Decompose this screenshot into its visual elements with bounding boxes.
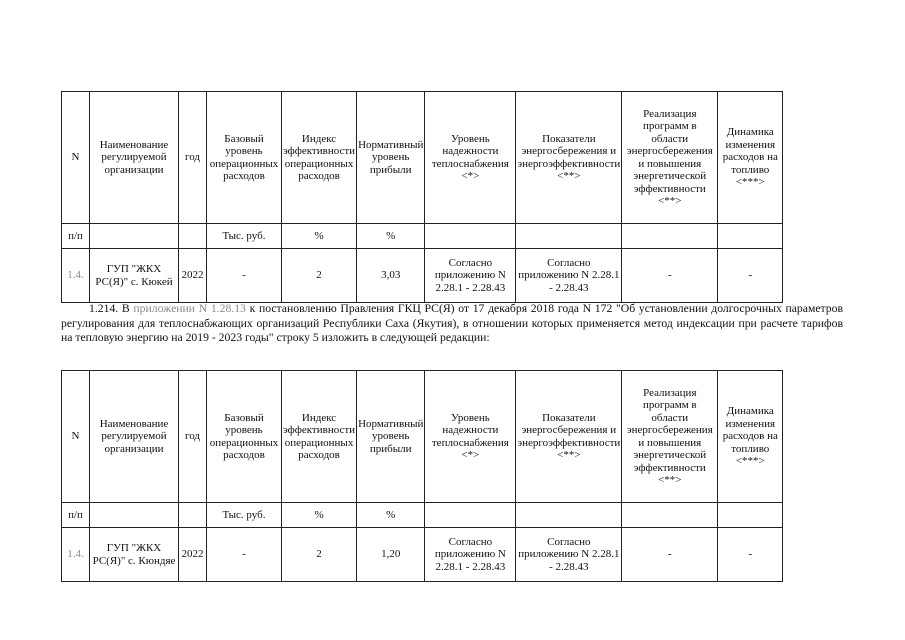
unit-cell (425, 224, 516, 249)
header-efficiency-index: Индекс эффективности операционных расходов (282, 92, 357, 224)
unit-cell (179, 224, 207, 249)
unit-cell (718, 503, 783, 528)
header-year: год (179, 92, 207, 224)
header-energy-saving: Показатели энергосбережения и энергоэффективности <**> (516, 371, 622, 503)
header-row (62, 92, 783, 224)
header-base-costs: Базовый уровень операционных расходов (207, 371, 282, 503)
header-programs: Реализация программ в области энергосбережения и повышения энергетической эффективности <**> (622, 371, 718, 503)
reliability-cell: Согласно приложению N 2.28.1 - 2.28.43 (425, 528, 516, 582)
programs-cell: - (622, 528, 718, 582)
unit-cell: % (357, 224, 425, 249)
year-cell: 2022 (179, 528, 207, 582)
unit-cell: п/п (62, 503, 90, 528)
header-efficiency-index: Индекс эффективности операционных расходов (282, 371, 357, 503)
amendment-paragraph (61, 302, 843, 346)
base-costs-cell: - (207, 249, 282, 303)
unit-cell: % (357, 503, 425, 528)
unit-cell: Тыс. руб. (207, 224, 282, 249)
fuel-dynamics-cell: - (718, 528, 783, 582)
header-org: Наименование регулируемой организации (90, 92, 179, 224)
header-programs: Реализация программ в области энергосбережения и повышения энергетической эффективности <**> (622, 92, 718, 224)
organization-name: ГУП "ЖКХ РС(Я)" с. Кюндяе (90, 528, 179, 582)
reliability-cell: Согласно приложению N 2.28.1 - 2.28.43 (425, 249, 516, 303)
unit-cell (90, 224, 179, 249)
header-profit-level: Нормативный уровень прибыли (357, 371, 425, 503)
header-profit-level: Нормативный уровень прибыли (357, 92, 425, 224)
paragraph-text: к постановлению Правления ГКЦ РС(Я) от 17 декабря 2018 года N 172 "Об установлении долгосрочных параметров регулирования для теплоснабжающих организаций Республики Саха (Якутия), в отношении которых применяется метод индексации при расчете тарифов на тепловую энергию на 2019 - 2023 годы" строку 5 изложить в следующей редакции: (61, 302, 843, 345)
organization-name: ГУП "ЖКХ РС(Я)" с. Кюкей (90, 249, 179, 303)
unit-cell (516, 224, 622, 249)
table-row (62, 528, 783, 582)
header-reliability: Уровень надежности теплоснабжения <*> (425, 92, 516, 224)
header-num: N (62, 92, 90, 224)
unit-cell: % (282, 224, 357, 249)
header-year: год (179, 371, 207, 503)
profit-level-cell: 3,03 (357, 249, 425, 303)
unit-cell (622, 224, 718, 249)
unit-cell (90, 503, 179, 528)
energy-saving-cell: Согласно приложению N 2.28.1 - 2.28.43 (516, 528, 622, 582)
year-cell: 2022 (179, 249, 207, 303)
unit-cell (516, 503, 622, 528)
energy-saving-cell: Согласно приложению N 2.28.1 - 2.28.43 (516, 249, 622, 303)
header-base-costs: Базовый уровень операционных расходов (207, 92, 282, 224)
header-energy-saving: Показатели энергосбережения и энергоэффективности <**> (516, 92, 622, 224)
unit-cell (425, 503, 516, 528)
row-number[interactable]: 1.4. (62, 528, 90, 582)
base-costs-cell: - (207, 528, 282, 582)
profit-level-cell: 1,20 (357, 528, 425, 582)
header-num: N (62, 371, 90, 503)
tariff-table-2 (61, 370, 783, 582)
header-fuel-dynamics: Динамика изменения расходов на топливо <***> (718, 371, 783, 503)
unit-cell: п/п (62, 224, 90, 249)
header-row (62, 371, 783, 503)
unit-cell (718, 224, 783, 249)
unit-cell (622, 503, 718, 528)
unit-cell: % (282, 503, 357, 528)
units-row (62, 224, 783, 249)
unit-cell (179, 503, 207, 528)
header-org: Наименование регулируемой организации (90, 371, 179, 503)
efficiency-index-cell: 2 (282, 528, 357, 582)
table-row (62, 249, 783, 303)
header-reliability: Уровень надежности теплоснабжения <*> (425, 371, 516, 503)
paragraph-prefix: 1.214. В (89, 302, 134, 315)
efficiency-index-cell: 2 (282, 249, 357, 303)
programs-cell: - (622, 249, 718, 303)
units-row (62, 503, 783, 528)
fuel-dynamics-cell: - (718, 249, 783, 303)
header-fuel-dynamics: Динамика изменения расходов на топливо <***> (718, 92, 783, 224)
row-number[interactable]: 1.4. (62, 249, 90, 303)
unit-cell: Тыс. руб. (207, 503, 282, 528)
tariff-table-1 (61, 91, 783, 303)
appendix-link[interactable]: приложении N 1.28.13 (133, 302, 246, 315)
